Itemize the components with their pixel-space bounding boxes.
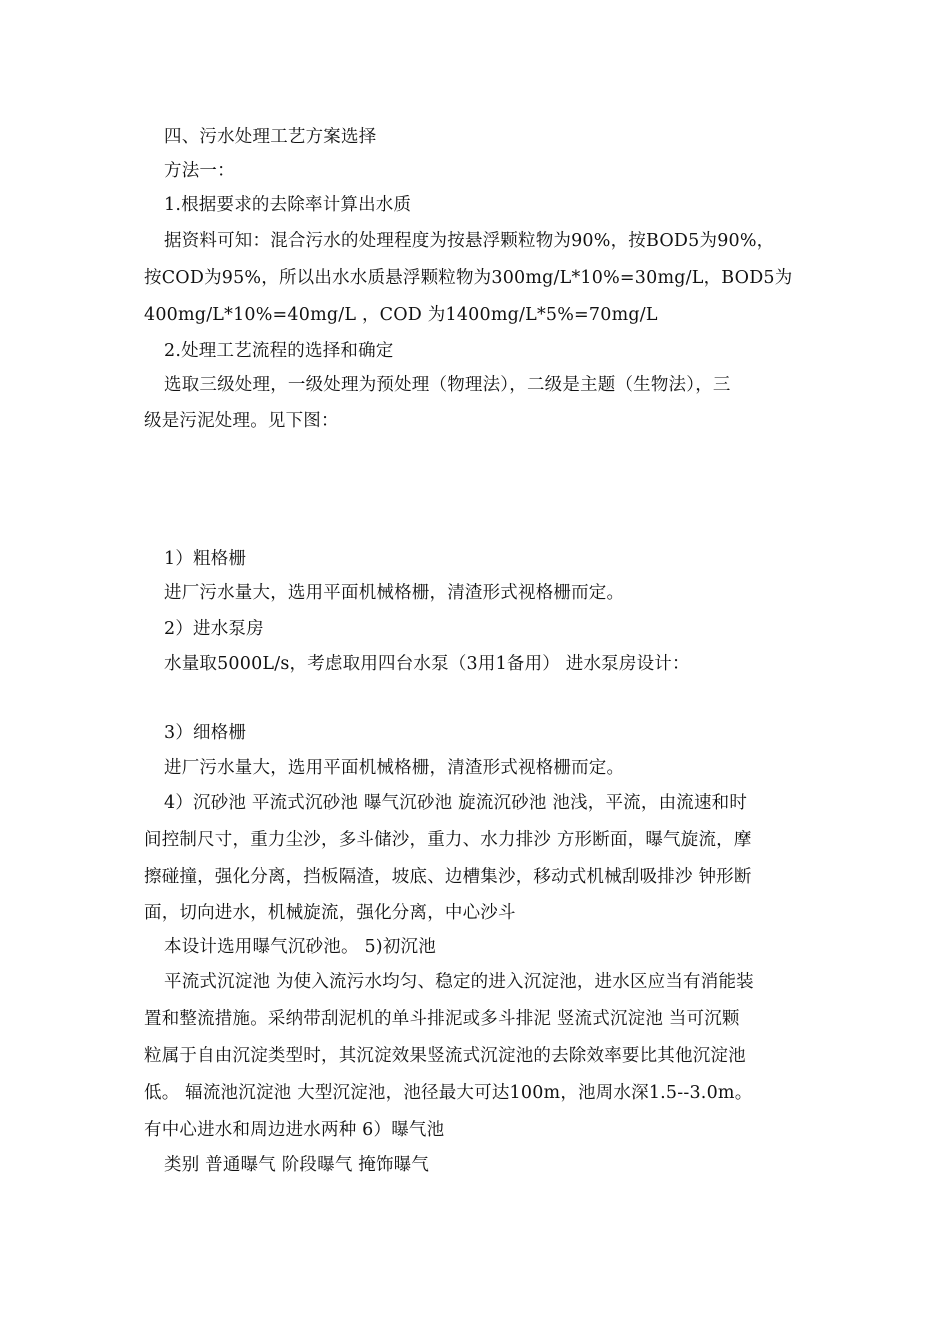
paragraph-line: 4）沉砂池 平流式沉砂池 曝气沉砂池 旋流沉砂池 池浅，平流，由流速和时 xyxy=(164,793,748,813)
step-1-heading: 1.根据要求的去除率计算出水质 xyxy=(164,195,412,215)
paragraph-line: 置和整流措施。采纳带刮泥机的单斗排泥或多斗排泥 竖流式沉淀池 当可沉颗 xyxy=(144,1009,740,1029)
paragraph-line: 类别 普通曝气 阶段曝气 掩饰曝气 xyxy=(164,1155,430,1175)
step-2-heading: 2.处理工艺流程的选择和确定 xyxy=(164,341,394,361)
paragraph-line: 本设计选用曝气沉砂池。 5)初沉池 xyxy=(164,937,436,957)
paragraph-line: 面，切向进水，机械旋流，强化分离，中心沙斗 xyxy=(144,903,516,923)
paragraph-line: 选取三级处理，一级处理为预处理（物理法），二级是主题（生物法），三 xyxy=(164,375,731,395)
item-heading: 2）进水泵房 xyxy=(164,619,264,639)
paragraph-line: 据资料可知：混合污水的处理程度为按悬浮颗粒物为90%，按BOD5为90%， xyxy=(164,231,775,251)
method-label: 方法一： xyxy=(164,161,235,181)
paragraph-line: 擦碰撞，强化分离，挡板隔渣，坡底、边槽集沙，移动式机械刮吸排沙 钟形断 xyxy=(144,867,752,887)
section-heading: 四、污水处理工艺方案选择 xyxy=(164,127,377,147)
paragraph-line: 进厂污水量大，选用平面机械格栅，清渣形式视格栅而定。 xyxy=(164,758,625,778)
paragraph-line: 按COD为95%，所以出水水质悬浮颗粒物为300mg/L*10%=30mg/L，BOD5为 xyxy=(144,268,793,288)
paragraph-line: 级是污泥处理。见下图： xyxy=(144,411,339,431)
paragraph-line: 400mg/L*10%=40mg/L ，COD 为1400mg/L*5%=70mg/L xyxy=(144,305,658,325)
item-heading: 1）粗格栅 xyxy=(164,549,247,569)
item-heading: 3）细格栅 xyxy=(164,723,247,743)
paragraph-line: 进厂污水量大，选用平面机械格栅，清渣形式视格栅而定。 xyxy=(164,583,625,603)
paragraph-line: 粒属于自由沉淀类型时，其沉淀效果竖流式沉淀池的去除效率要比其他沉淀池 xyxy=(144,1046,746,1066)
paragraph-line: 有中心进水和周边进水两种 6）曝气池 xyxy=(144,1120,445,1140)
paragraph-line: 低。 辐流池沉淀池 大型沉淀池，池径最大可达100m，池周水深1.5--3.0m。 xyxy=(144,1083,753,1103)
paragraph-line: 水量取5000L/s，考虑取用四台水泵（3用1备用） 进水泵房设计： xyxy=(164,654,690,674)
paragraph-line: 平流式沉淀池 为使入流污水均匀、稳定的进入沉淀池，进水区应当有消能装 xyxy=(164,972,754,992)
paragraph-line: 间控制尺寸，重力尘沙，多斗储沙，重力、水力排沙 方形断面，曝气旋流，摩 xyxy=(144,830,752,850)
